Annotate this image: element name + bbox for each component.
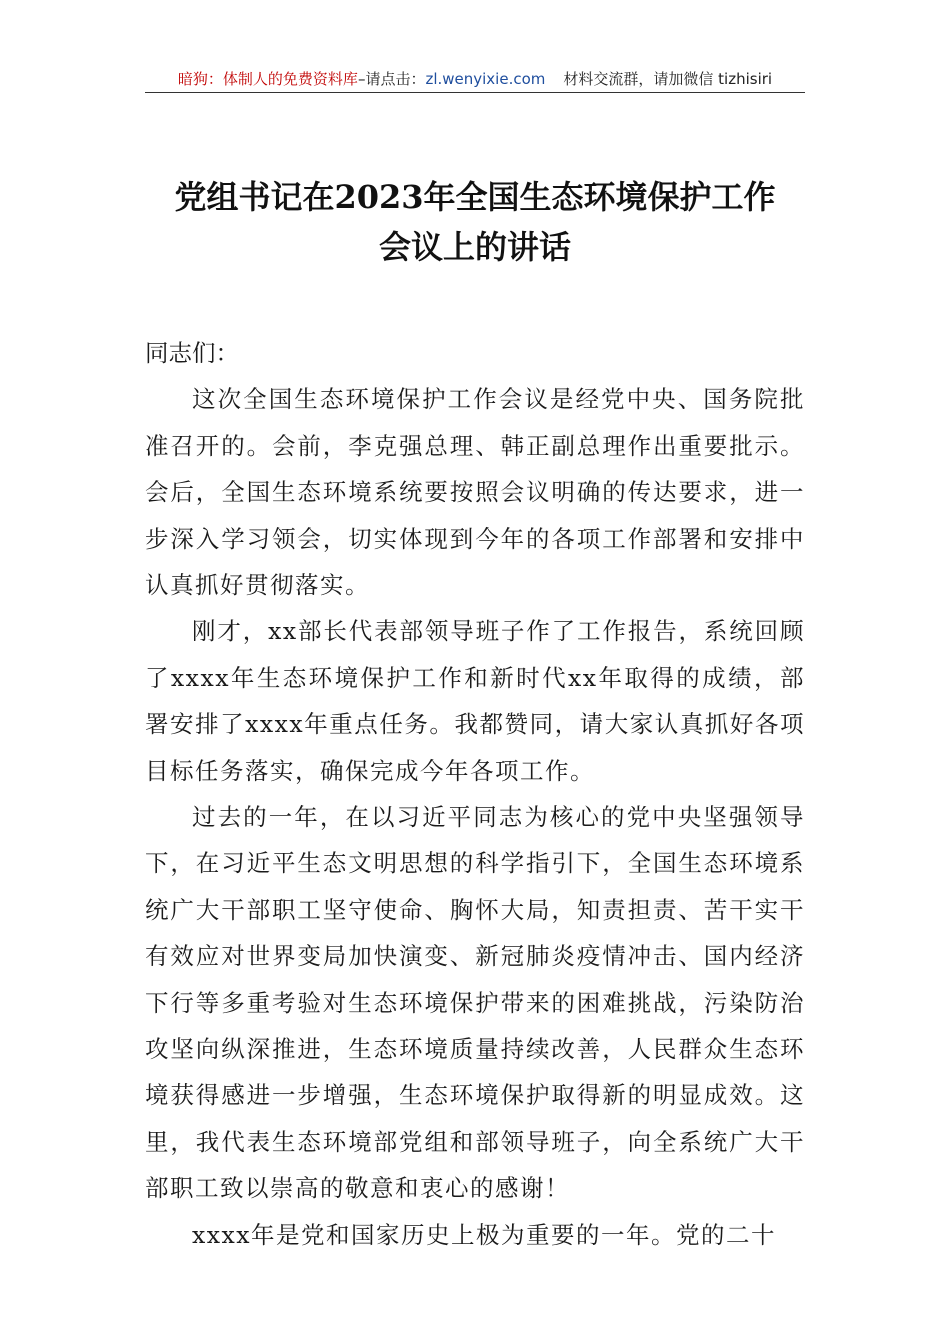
- paragraph: 这次全国生态环境保护工作会议是经党中央、国务院批准召开的。会前，李克强总理、韩正副总理作出重要批示。会后，全国生态环境系统要按照会议明确的传达要求，进一步深入学习领会，切实体现到今年的各项工作部署和安排中认真抓好贯彻落实。: [145, 385, 805, 600]
- header-url-link[interactable]: zl.wenyixie.com: [425, 70, 546, 88]
- header-promo-text: 暗狗：体制人的免费资料库: [177, 70, 358, 88]
- page-header: [145, 66, 805, 92]
- title-line-2: 会议上的讲话: [378, 228, 571, 266]
- paragraph: 过去的一年，在以习近平同志为核心的党中央坚强领导下，在习近平生态文明思想的科学指引下，全国生态环境系统广大干部职工坚守使命、胸怀大局，知责担责、苦干实干有效应对世界变局加快演变、新冠肺炎疫情冲击、国内经济下行等多重考验对生态环境保护带来的困难挑战，污染防治攻坚向纵深推进，生态环境质量持续改善，人民群众生态环境获得感进一步增强，生态环境保护取得新的明显成效。这里，我代表生态环境部党组和部领导班子，向全系统广大干部职工致以崇高的敬意和衷心的感谢！: [145, 803, 805, 1203]
- document-body: [145, 330, 805, 1258]
- paragraph: xxxx年是党和国家历史上极为重要的一年。党的二十: [192, 1220, 777, 1249]
- paragraph: 刚才，xx部长代表部领导班子作了工作报告，系统回顾了xxxx年生态环境保护工作和新时代xx年取得的成绩，部署安排了xxxx年重点任务。我都赞同，请大家认真抓好各项目标任务落实，确保完成今年各项工作。: [145, 617, 805, 785]
- salutation: 同志们：: [145, 339, 239, 367]
- header-click-label: –请点击：: [357, 70, 426, 88]
- document-title: [130, 172, 820, 272]
- title-line-1: 党组书记在2023年全国生态环境保护工作: [174, 178, 776, 216]
- header-group-text: 材料交流群，请加微信 tizhisiri: [563, 70, 773, 88]
- header-divider: [145, 92, 805, 93]
